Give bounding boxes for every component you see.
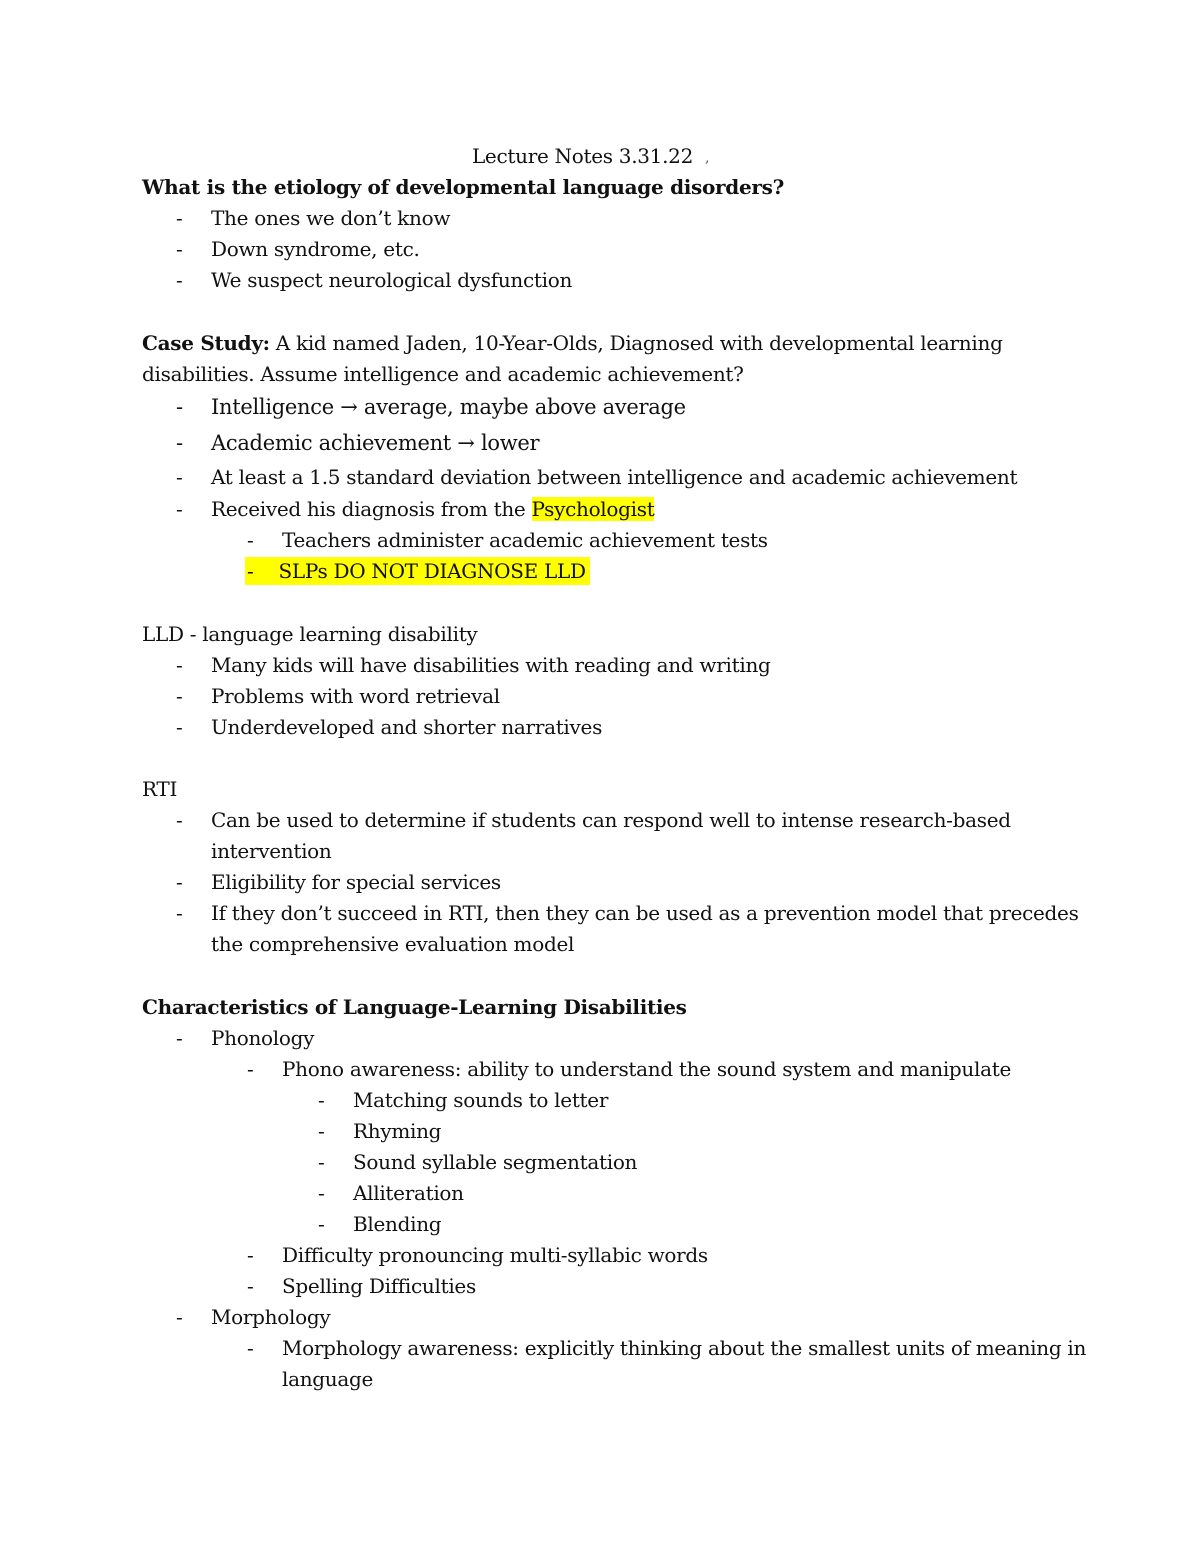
- etiology-heading: What is the etiology of developmental language disorders?: [142, 175, 785, 199]
- case-study-paragraph-cont: disabilities. Assume intelligence and academic achievement?: [142, 362, 744, 386]
- stray-mark: ,: [705, 150, 710, 166]
- case-study-label: Case Study:: [142, 331, 270, 355]
- rti-heading: RTI: [142, 777, 178, 801]
- page-title: Lecture Notes 3.31.22: [471, 144, 694, 168]
- slp-highlight: - SLPs DO NOT DIAGNOSE LLD: [245, 557, 590, 585]
- document-page: Lecture Notes 3.31.22 , What is the etiology of developmental language disorders? - The ones we don’t know - Down syndrome, etc. - We suspect neurological dysfunction Case Study: A kid named Jaden, 10-Year-Olds, Diagnosed with developmental learning disabilities. Assume intelligence and academic achievement? - Intelligence → average, maybe above average - Academic achievement → lower - At least a 1.5 standard deviation between intelligence and academic achievement - Received his diagnosis from the Psychologist - Teachers administer academic achievement tests - SLPs DO NOT DIAGNOSE LLD LLD - language learning disability - Many kids will have disabilities with reading and writing - Problems with word retrieval - Underdeveloped and shorter narratives RTI - Can be used to determine if students can respond well to intense research-based intervention - Eligibility for special services - If they don’t succeed in RTI, then they can be used as a prevention model that precedes the comprehensive evaluation model Characteristics of Language-Learning Disabilities - Phonology - Phono awareness: ability to understand the sound system and manipulate - Matching sounds to letter - Rhyming - Sound syllable segmentation - Alliteration - Blending - Difficulty pronouncing multi-syllabic words - Spelling Difficulties - Morphology - Morphology awareness: explicitly thinking about the smallest units of meaning in language: [0, 0, 1200, 1553]
- characteristics-heading: Characteristics of Language-Learning Disabilities: [142, 995, 687, 1019]
- psychologist-highlight: Psychologist: [531, 497, 655, 521]
- lld-heading: LLD - language learning disability: [142, 622, 478, 646]
- case-study-paragraph: Case Study: A kid named Jaden, 10-Year-Olds, Diagnosed with developmental learning: [142, 331, 1003, 355]
